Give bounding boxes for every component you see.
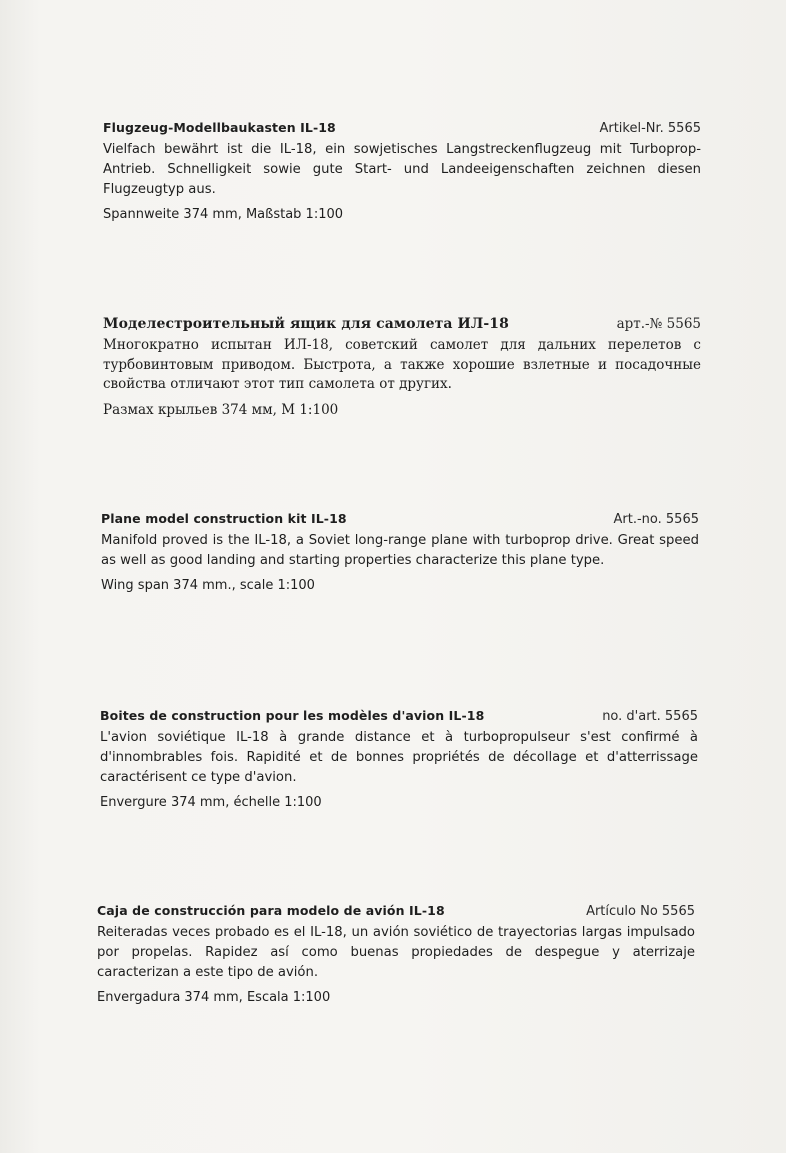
entry-description: Manifold proved is the IL-18, a Soviet long-range plane with turboprop drive. Great speed as well as good landing and starting properties characterize this plane type. [101, 533, 699, 568]
entry-spec: Envergure 374 mm, échelle 1:100 [100, 795, 322, 810]
entry-spec: Размах крыльев 374 мм, М 1:100 [103, 401, 339, 418]
entry-spec: Wing span 374 mm., scale 1:100 [101, 578, 315, 593]
entry-header [101, 511, 699, 527]
entry-header [100, 708, 698, 724]
entry-spec: Spannweite 374 mm, Maßstab 1:100 [103, 207, 344, 222]
entry-description: Vielfach bewährt ist die IL-18, ein sowjetisches Langstreckenflugzeug mit Turboprop-Antrieb. Schnelligkeit sowie gute Start- und Landeeigenschaften zeichnen diesen Flugzeugtyp aus. [103, 142, 701, 197]
entry-title: Моделестроительный ящик для самолета ИЛ-18 [103, 316, 509, 332]
entry-header [103, 316, 701, 332]
article-number: Artículo No 5565 [586, 904, 695, 919]
entry-description: L'avion soviétique IL-18 à grande distance et à turbopropulseur s'est confirmé à d'innombrables fois. Rapidité et de bonnes propriétés de décollage et d'atterrissage caractérisent ce type d'avion. [100, 730, 698, 785]
entry-title: Caja de construcción para modelo de avión IL-18 [97, 903, 445, 918]
article-number: no. d'art. 5565 [602, 709, 698, 724]
entry-header [97, 903, 695, 919]
entry-description: Reiteradas veces probado es el IL-18, un avión soviético de trayectorias largas impulsado por propelas. Rapidez así como buenas propiedades de despegue y aterrizaje caracterizan a este tipo de avión. [97, 925, 695, 980]
entry-spanish [97, 903, 695, 1005]
article-number: арт.-№ 5565 [616, 316, 701, 332]
entry-title: Boites de construction pour les modèles d'avion IL-18 [100, 708, 485, 723]
entry-russian [103, 316, 701, 418]
entry-description: Многократно испытан ИЛ-18, советский самолет для дальних перелетов с турбовинтовым приводом. Быстрота, а также хорошие взлетные и посадочные свойства отличают этот тип самолета от других. [103, 337, 701, 392]
entry-spec: Envergadura 374 mm, Escala 1:100 [97, 990, 331, 1005]
entry-german [103, 120, 701, 222]
entry-title: Flugzeug-Modellbaukasten IL-18 [103, 120, 336, 135]
entry-header [103, 120, 701, 136]
article-number: Artikel-Nr. 5565 [599, 121, 701, 136]
entry-french [100, 708, 698, 810]
entry-english [101, 511, 699, 593]
article-number: Art.-no. 5565 [613, 512, 699, 527]
entry-title: Plane model construction kit IL-18 [101, 511, 347, 526]
